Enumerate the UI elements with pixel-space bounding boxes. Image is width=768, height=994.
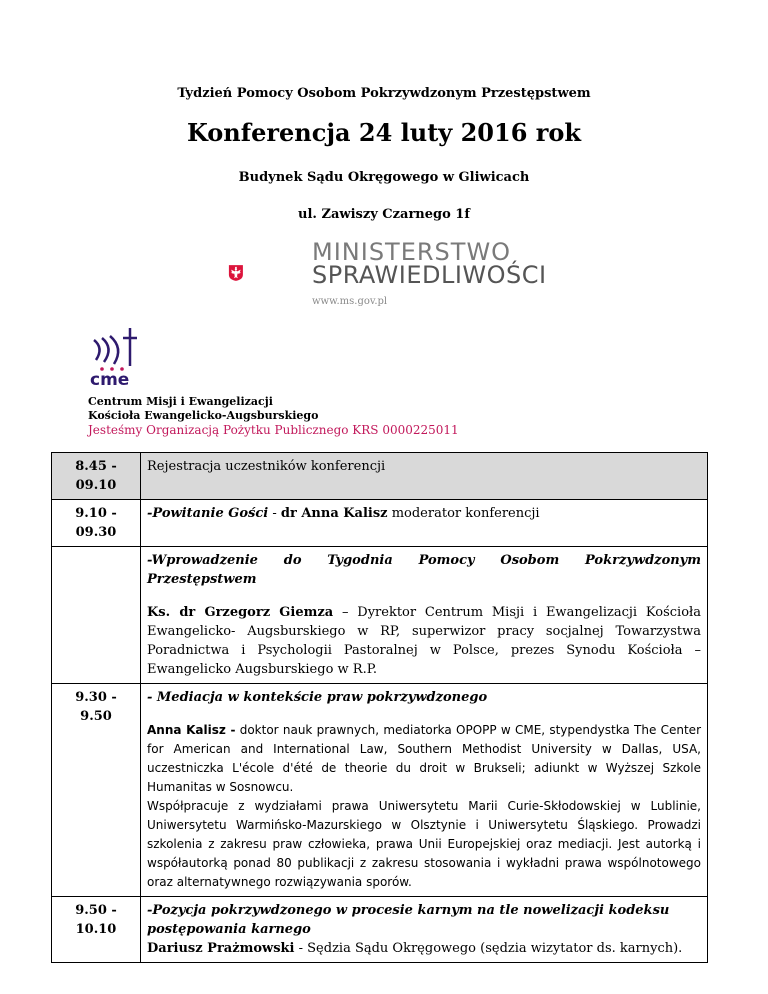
speaker-name: Dariusz Prażmowski [147, 941, 295, 956]
session-title: - Mediacja w kontekście praw pokrzywdzonego [147, 690, 488, 705]
time-cell: 9.10 - 09.30 [52, 500, 141, 547]
schedule-table [51, 452, 708, 963]
week-heading: Tydzień Pomocy Osobom Pokrzywdzonym Przestępstwem [177, 86, 591, 101]
cme-name-line1: Centrum Misji i Ewangelizacji [88, 395, 273, 408]
table-row [52, 684, 708, 897]
speaker-role: moderator konferencji [387, 506, 540, 521]
session-title: -Pozycja pokrzywdzonego w procesie karnym na tle nowelizacji kodeksu postępowania karnego [147, 903, 670, 937]
page-title: Konferencja 24 luty 2016 rok [186, 118, 582, 147]
table-row [52, 453, 708, 500]
ministry-emblem-icon [228, 236, 298, 310]
item-cell [141, 547, 708, 684]
separator: - [268, 506, 281, 521]
table-row [52, 897, 708, 963]
item-cell [141, 684, 708, 897]
cme-name-line2: Kościoła Ewangelicko-Augsburskiego [88, 409, 319, 422]
speaker-name: Ks. dr Grzegorz Giemza [147, 605, 334, 620]
ministry-name-line2: SPRAWIEDLIWOŚCI [312, 261, 547, 289]
speaker-name: Anna Kalisz - [147, 723, 236, 737]
time-cell [52, 547, 141, 684]
time-cell: 8.45 - 09.10 [52, 453, 141, 500]
speaker-bio: - Sędzia Sądu Okręgowego (sędzia wizytator ds. karnych). [294, 941, 683, 956]
item-cell [141, 500, 708, 547]
item-cell: Rejestracja uczestników konferencji [141, 453, 708, 500]
speaker-name: dr Anna Kalisz [280, 506, 388, 521]
table-row [52, 547, 708, 684]
item-cell [141, 897, 708, 963]
session-title: -Wprowadzenie do Tygodnia Pomocy Osobom Pokrzywdzonym Przestępstwem [147, 553, 701, 587]
cme-krs-note: Jesteśmy Organizacją Pożytku Publicznego KRS 0000225011 [88, 423, 459, 437]
speaker-bio: doktor nauk prawnych, mediatorka OPOPP w CME, stypendystka The Center for American and International Law, Southern Methodist University w Dallas, USA, uczestniczka L'école d'été de theorie du droit w Brukseli; adiunkt w Wyższej Szkole Humanitas w Sosnowcu. [147, 723, 702, 794]
speaker-bio: – Dyrektor Centrum Misji i Ewangelizacji Kościoła Ewangelicko- Augsburskiego w RP, superwizor pracy socjalnej Towarzystwa Poradnictwa i Psychologii Pastoralnej w Polsce, prezes Synodu Kościoła –Ewangelicko Augsburskiego w R.P. [147, 605, 701, 677]
ministry-url[interactable]: www.ms.gov.pl [312, 296, 388, 307]
ministry-name-line1: MINISTERSTWO [312, 238, 512, 266]
venue: Budynek Sądu Okręgowego w Gliwicach [238, 170, 530, 185]
speaker-bio-continued: Współpracuje z wydziałami prawa Uniwersytetu Marii Curie-Skłodowskiej w Lublinie, Uniwersytetu Warmińsko-Mazurskiego w Olsztynie i Uniwersytetu Śląskiego. Prowadzi szkolenia z zakresu praw człowieka, prawa Unii Europejskiej oraz mediacji. Jest autorką i współautorką ponad 80 publikacji z zakresu stosowania i wykładni prawa wspólnotowego oraz alternatywnego rozwiązywania sporów. [147, 799, 701, 889]
cme-logo-text: cme [90, 370, 130, 390]
table-row [52, 500, 708, 547]
time-cell: 9.50 - 10.10 [52, 897, 141, 963]
session-title: -Powitanie Gości [147, 506, 269, 521]
time-cell: 9.30 - 9.50 [52, 684, 141, 897]
address: ul. Zawiszy Czarnego 1f [298, 207, 470, 222]
